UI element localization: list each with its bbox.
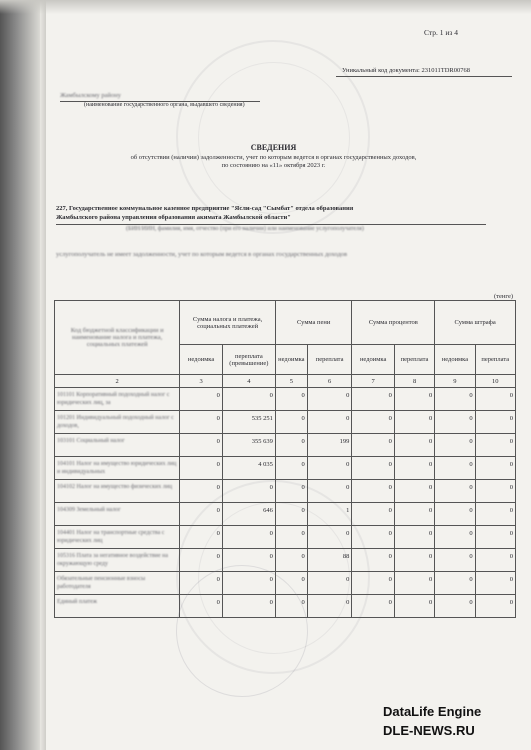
- amount-cell: 0: [275, 457, 307, 480]
- amount-cell: 0: [307, 388, 352, 411]
- amount-cell: 0: [307, 411, 352, 434]
- table-row: [55, 411, 516, 434]
- amount-cell: 0: [307, 526, 352, 549]
- amount-cell: 0: [352, 388, 394, 411]
- amount-cell: 0: [180, 434, 222, 457]
- issuing-authority-note: (наименование государственного органа, выдавшего сведения): [84, 102, 245, 108]
- amount-cell: 0: [435, 572, 475, 595]
- amount-cell: 0: [475, 595, 515, 618]
- debt-statement: услугополучатель не имеет задолженности, учет по которым ведется в органах государственных доходов: [56, 251, 348, 258]
- amount-cell: 0: [352, 503, 394, 526]
- amount-cell: 0: [222, 526, 275, 549]
- subcolumn-header: недоимка: [180, 345, 222, 375]
- document-date: по состоянию на «11» октября 2023 г.: [221, 162, 326, 169]
- entity-name-line2: Жамбылского района управления образования акимата Жамбылской области": [56, 214, 291, 221]
- amount-cell: 0: [352, 434, 394, 457]
- column-header-classification: Код бюджетной классификации и наименование налога и платежа, социальных платежей: [55, 301, 180, 375]
- amount-cell: 0: [475, 411, 515, 434]
- column-number: 3: [180, 375, 222, 388]
- amount-cell: 0: [435, 595, 475, 618]
- subcolumn-header: недоимка: [275, 345, 307, 375]
- table-row: [55, 526, 516, 549]
- subcolumn-header: недоимка: [435, 345, 475, 375]
- amount-cell: 0: [275, 526, 307, 549]
- amount-cell: 0: [352, 549, 394, 572]
- amount-cell: 0: [475, 572, 515, 595]
- amount-cell: 0: [435, 388, 475, 411]
- entity-name-line1: 227, Государственное коммунальное казенное предприятие "Ясли-сад "Сымбат" отдела образования: [56, 205, 354, 212]
- issuing-authority: Жамбылскому району: [60, 92, 121, 99]
- amount-cell: 0: [435, 503, 475, 526]
- column-number: 6: [307, 375, 352, 388]
- amount-cell: 0: [222, 572, 275, 595]
- row-classification-label: 104309 Земельный налог: [55, 503, 180, 526]
- row-classification-label: 101101 Корпоративный подоходный налог с юридических лиц, за: [55, 388, 180, 411]
- document-page: [46, 0, 531, 750]
- amount-cell: 0: [307, 572, 352, 595]
- amount-cell: 0: [180, 526, 222, 549]
- page-number: Стр. 1 из 4: [424, 28, 458, 37]
- amount-cell: 0: [275, 480, 307, 503]
- row-classification-label: Единый платеж: [55, 595, 180, 618]
- amount-cell: 0: [307, 595, 352, 618]
- amount-cell: 0: [352, 457, 394, 480]
- amount-cell: 0: [180, 388, 222, 411]
- column-number: 2: [55, 375, 180, 388]
- amount-cell: 0: [352, 595, 394, 618]
- column-number: 10: [475, 375, 515, 388]
- amount-cell: 0: [394, 526, 434, 549]
- amount-cell: 0: [394, 595, 434, 618]
- document-title: СВЕДЕНИЯ: [250, 143, 297, 152]
- amount-cell: 0: [435, 457, 475, 480]
- row-classification-label: 101201 Индивидуальный подоходный налог с доходов,: [55, 411, 180, 434]
- amount-cell: 0: [475, 457, 515, 480]
- column-group-tax: Сумма налога и платежа, социальных платежей: [180, 301, 276, 345]
- amount-cell: 0: [352, 572, 394, 595]
- amount-cell: 646: [222, 503, 275, 526]
- amount-cell: 0: [475, 434, 515, 457]
- column-number: 4: [222, 375, 275, 388]
- amount-cell: 0: [435, 480, 475, 503]
- divider: [56, 224, 486, 225]
- table-row: [55, 388, 516, 411]
- amount-cell: 0: [352, 480, 394, 503]
- amount-cell: 88: [307, 549, 352, 572]
- amount-cell: 535 251: [222, 411, 275, 434]
- amount-cell: 0: [394, 572, 434, 595]
- amount-cell: 0: [435, 434, 475, 457]
- amount-cell: 0: [275, 434, 307, 457]
- amount-cell: 0: [180, 411, 222, 434]
- amount-cell: 0: [394, 480, 434, 503]
- amount-cell: 0: [435, 411, 475, 434]
- amount-cell: 0: [475, 388, 515, 411]
- subcolumn-header: переплата: [394, 345, 434, 375]
- amount-cell: 0: [394, 549, 434, 572]
- amount-cell: 0: [394, 388, 434, 411]
- row-classification-label: 104102 Налог на имущество физических лиц: [55, 480, 180, 503]
- subcolumn-header: переплата (превышение): [222, 345, 275, 375]
- row-classification-label: 103101 Социальный налог: [55, 434, 180, 457]
- column-number: 8: [394, 375, 434, 388]
- amount-cell: 0: [180, 480, 222, 503]
- column-number: 9: [435, 375, 475, 388]
- watermark-brand: DataLife Engine: [383, 704, 482, 719]
- row-classification-label: 104401 Налог на транспортные средства с юридических лиц: [55, 526, 180, 549]
- row-classification-label: 104101 Налог на имущество юридических лиц и индивидуальных: [55, 457, 180, 480]
- table-row: [55, 457, 516, 480]
- amount-cell: 0: [222, 388, 275, 411]
- column-group-penalty: Сумма пени: [275, 301, 351, 345]
- amount-cell: 0: [352, 526, 394, 549]
- amount-cell: 0: [275, 411, 307, 434]
- amount-cell: 0: [475, 549, 515, 572]
- amount-cell: 4 035: [222, 457, 275, 480]
- amount-cell: 0: [180, 572, 222, 595]
- amount-cell: 0: [275, 595, 307, 618]
- amount-cell: 0: [222, 595, 275, 618]
- amount-cell: 0: [475, 480, 515, 503]
- amount-cell: 0: [180, 549, 222, 572]
- document-subtitle: об отсутствии (наличии) задолженности, учет по которым ведется в органах государственных доходов,: [130, 154, 417, 161]
- amount-cell: 0: [275, 388, 307, 411]
- document-code: Уникальный код документа: 231011TDR00768: [342, 67, 470, 74]
- amount-cell: 0: [475, 503, 515, 526]
- subcolumn-header: недоимка: [352, 345, 394, 375]
- amount-cell: 0: [180, 595, 222, 618]
- table-row: [55, 503, 516, 526]
- currency-label: (тенге): [494, 293, 513, 300]
- amount-cell: 0: [222, 549, 275, 572]
- amount-cell: 0: [307, 457, 352, 480]
- column-group-interest: Сумма процентов: [352, 301, 435, 345]
- amount-cell: 0: [222, 480, 275, 503]
- debt-table: [54, 300, 516, 618]
- amount-cell: 0: [394, 434, 434, 457]
- amount-cell: 0: [352, 411, 394, 434]
- watermark-url: DLE-NEWS.RU: [383, 723, 475, 738]
- subcolumn-header: переплата: [307, 345, 352, 375]
- amount-cell: 0: [394, 411, 434, 434]
- amount-cell: 0: [435, 526, 475, 549]
- row-classification-label: 105316 Плата за негативное воздействие на окружающую среду: [55, 549, 180, 572]
- amount-cell: 1: [307, 503, 352, 526]
- amount-cell: 0: [435, 549, 475, 572]
- subcolumn-header: переплата: [475, 345, 515, 375]
- amount-cell: 355 639: [222, 434, 275, 457]
- table-row: [55, 549, 516, 572]
- divider: [336, 76, 512, 77]
- amount-cell: 0: [275, 503, 307, 526]
- amount-cell: 199: [307, 434, 352, 457]
- column-number: 5: [275, 375, 307, 388]
- column-number: 7: [352, 375, 394, 388]
- amount-cell: 0: [180, 503, 222, 526]
- table-row: [55, 480, 516, 503]
- amount-cell: 0: [180, 457, 222, 480]
- entity-note: (БИН/ИИН, фамилия, имя, отчество (при его наличии) или наименование услугополучателя): [126, 226, 364, 232]
- amount-cell: 0: [275, 572, 307, 595]
- amount-cell: 0: [394, 457, 434, 480]
- amount-cell: 0: [394, 503, 434, 526]
- amount-cell: 0: [307, 480, 352, 503]
- amount-cell: 0: [275, 549, 307, 572]
- column-group-fine: Сумма штрафа: [435, 301, 516, 345]
- table-row: [55, 434, 516, 457]
- amount-cell: 0: [475, 526, 515, 549]
- row-classification-label: Обязательные пенсионные взносы работодателя: [55, 572, 180, 595]
- official-stamp: [176, 565, 308, 697]
